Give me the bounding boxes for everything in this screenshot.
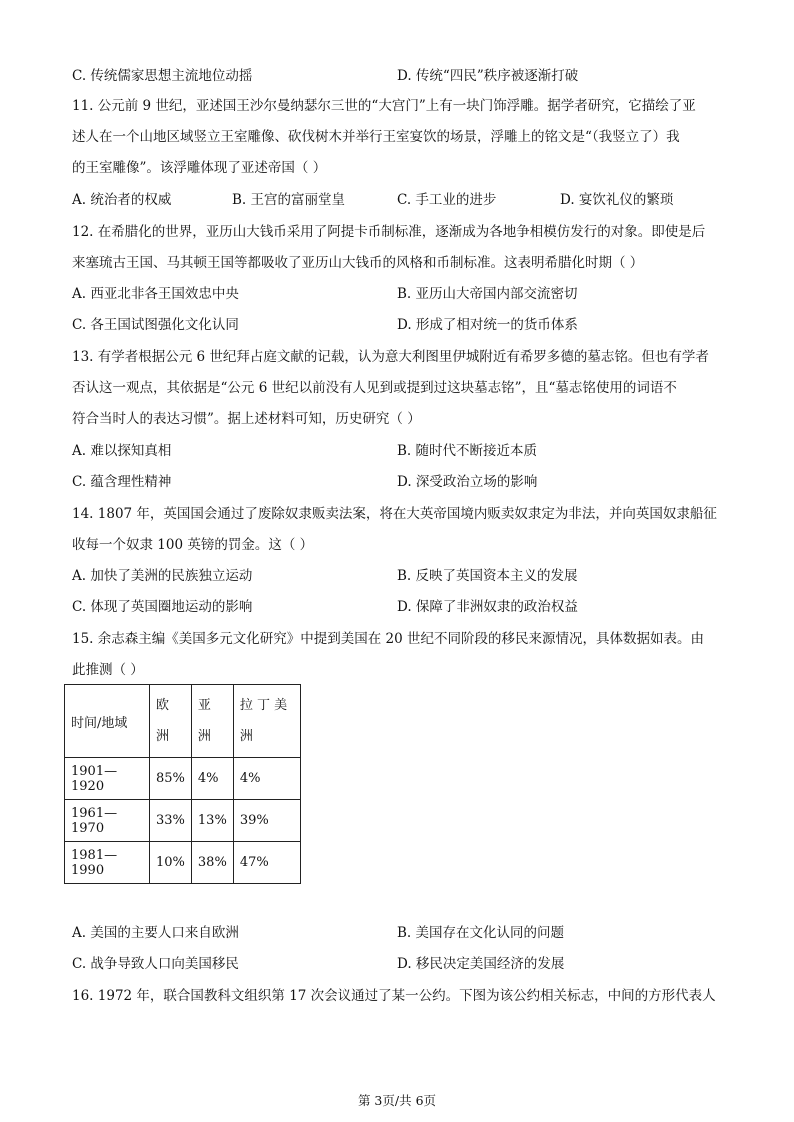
option-d: D. 形成了相对统一的货币体系 [397,317,578,333]
question-text-line: 15. 余志森主编《美国多元文化研究》中提到美国在 20 世纪不同阶段的移民来源情况，具体数据如表。由 [72,631,705,647]
question-text-line: 14. 1807 年，英国国会通过了废除奴隶贩卖法案，将在大英帝国境内贩卖奴隶定为非法，并向英国奴隶船征 [72,506,717,522]
table-cell: 1961—1970 [65,800,150,842]
table-cell: 1901—1920 [65,758,150,800]
option-a: A. 难以探知真相 [72,443,172,459]
option-d: D. 传统“四民”秩序被逐渐打破 [397,68,579,84]
option-b: B. 亚历山大帝国内部交流密切 [397,286,578,302]
question-text-line: 否认这一观点，其依据是“公元 6 世纪以前没有人见到或提到过这块墓志铭”，且“墓志铭使用的词语不 [72,380,677,396]
question-text-line: 12. 在希腊化的世界，亚历山大钱币采用了阿提卡币制标准，逐渐成为各地争相模仿发行的对象。即使是后 [72,224,706,240]
table-cell: 4% [233,758,300,800]
option-c: C. 各王国试图强化文化认同 [72,317,239,333]
option-a: A. 西亚北非各王国效忠中央 [72,286,239,302]
table-cell: 85% [150,758,192,800]
option-c: C. 传统儒家思想主流地位动摇 [72,68,253,84]
option-d: D. 宴饮礼仪的繁琐 [560,192,674,208]
page-footer: 第 3页/共 6页 [357,1093,437,1108]
table-cell: 4% [191,758,233,800]
header-cell-text: 洲 [239,729,253,744]
question-text-line: 13. 有学者根据公元 6 世纪拜占庭文献的记载，认为意大利图里伊城附近有希罗多德的墓志铭。但也有学者 [72,349,709,365]
option-d: D. 深受政治立场的影响 [397,474,538,490]
option-c: C. 体现了英国圈地运动的影响 [72,599,253,615]
table-cell: 39% [233,800,300,842]
header-cell-text: 拉 丁 美 [239,698,288,713]
option-c: C. 手工业的进步 [397,192,497,208]
table-cell: 13% [191,800,233,842]
table-cell: 10% [150,842,192,884]
table-row [65,758,301,800]
option-a: A. 美国的主要人口来自欧洲 [72,925,239,941]
header-cell [191,685,233,758]
option-a: A. 统治者的权威 [72,192,172,208]
header-cell: 时间/地域 [65,685,150,758]
header-cell-text: 洲 [197,729,211,744]
question-text-line: 此推测（ ） [72,662,144,678]
question-text-line: 16. 1972 年，联合国教科文组织第 17 次会议通过了某一公约。下图为该公约相关标志，中间的方形代表人 [72,988,716,1004]
table-row [65,800,301,842]
option-b: B. 王宫的富丽堂皇 [232,192,346,208]
table-header-row [65,685,301,758]
question-text-line: 符合当时人的表达习惯”。据上述材料可知，历史研究（ ） [72,411,421,427]
question-text-line: 的王室雕像”。该浮雕体现了亚述帝国（ ） [72,160,327,176]
header-cell [233,685,300,758]
option-b: B. 美国存在文化认同的问题 [397,925,565,941]
table-cell: 47% [233,842,300,884]
header-cell-text: 欧 [156,698,170,713]
option-b: B. 随时代不断接近本质 [397,443,538,459]
option-c: C. 战争导致人口向美国移民 [72,956,239,972]
header-cell-text: 洲 [156,729,170,744]
table-row [65,842,301,884]
option-d: D. 保障了非洲奴隶的政治权益 [397,599,578,615]
option-a: A. 加快了美洲的民族独立运动 [72,568,253,584]
header-cell [150,685,192,758]
table-cell: 1981—1990 [65,842,150,884]
question-text-line: 述人在一个山地区域竖立王室雕像、砍伐树木并举行王室宴饮的场景，浮雕上的铭文是“（我竖立了）我 [72,129,680,145]
immigration-table [64,684,301,884]
table-cell: 38% [191,842,233,884]
table-cell: 33% [150,800,192,842]
question-text-line: 收每一个奴隶 100 英镑的罚金。这（ ） [72,537,314,553]
header-cell-text: 亚 [197,698,211,713]
option-b: B. 反映了英国资本主义的发展 [397,568,578,584]
question-text-line: 11. 公元前 9 世纪，亚述国王沙尔曼纳瑟尔三世的“大宫门”上有一块门饰浮雕。据学者研究，它描绘了亚 [72,98,696,114]
option-c: C. 蕴含理性精神 [72,474,172,490]
option-d: D. 移民决定美国经济的发展 [397,956,565,972]
question-text-line: 来塞琉古王国、马其顿王国等都吸收了亚历山大钱币的风格和币制标准。这表明希腊化时期（ ） [72,255,644,271]
